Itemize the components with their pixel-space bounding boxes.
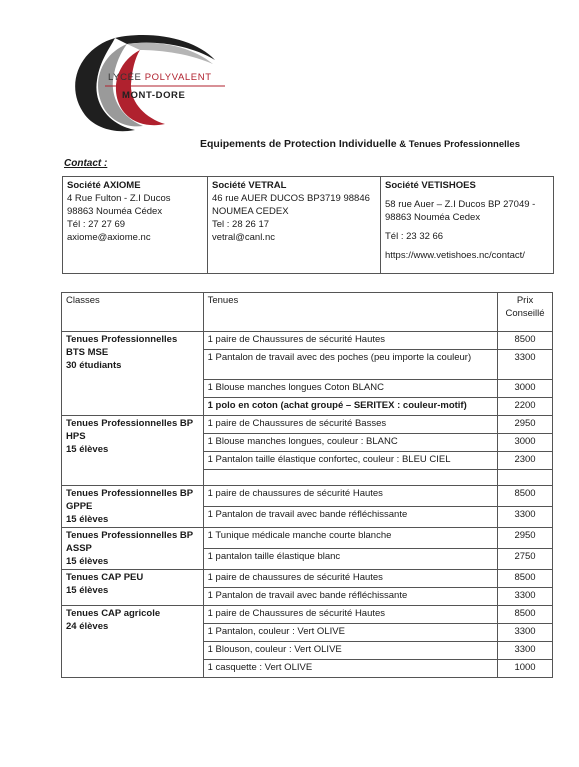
tenue-cell: 1 Pantalon de travail avec des poches (peu importe la couleur) (203, 350, 497, 380)
tenue-cell: 1 Blouson, couleur : Vert OLIVE (203, 642, 497, 660)
table-row (62, 606, 553, 624)
class-cell: Tenues CAP PEU 15 élèves (62, 570, 204, 606)
tenue-cell: 1 paire de chaussures de sécurité Hautes (203, 570, 497, 588)
table-row (62, 528, 553, 549)
contacts-table (62, 176, 554, 274)
tenue-cell: 1 Pantalon de travail avec bande réfléchissante (203, 588, 497, 606)
table-row (62, 486, 553, 507)
price-cell (498, 470, 553, 486)
tenue-cell: 1 paire de Chaussures de sécurité Hautes (203, 606, 497, 624)
price-cell: 3300 (498, 350, 553, 380)
class-cell: Tenues Professionnelles BP HPS 15 élèves (62, 416, 204, 486)
header-classes: Classes (62, 293, 204, 332)
price-cell: 3300 (498, 624, 553, 642)
header-prix: Prix Conseillé (498, 293, 553, 332)
contact-vetishoes: Société VETISHOES 58 rue Auer – Z.I Ducos BP 27049 - 98863 Nouméa Cedex Tél : 23 32 66 https://www.vetishoes.nc/contact/ (381, 177, 554, 274)
tenue-cell: 1 Pantalon taille élastique confortec, couleur : BLEU CIEL (203, 452, 497, 470)
class-cell: Tenues CAP agricole 24 élèves (62, 606, 204, 678)
price-cell: 2950 (498, 416, 553, 434)
logo-text-line1: LYCÉE POLYVALENT (108, 72, 212, 83)
logo-text-line2: MONT-DORE (122, 90, 186, 101)
tenue-cell: 1 Blouse manches longues, couleur : BLANC (203, 434, 497, 452)
price-cell: 2200 (498, 398, 553, 416)
tenue-cell: 1 paire de Chaussures de sécurité Basses (203, 416, 497, 434)
table-header-row (62, 293, 553, 332)
class-cell: Tenues Professionnelles BP GPPE 15 élèves (62, 486, 204, 528)
tenue-cell: 1 Pantalon, couleur : Vert OLIVE (203, 624, 497, 642)
email-link[interactable]: axiome@axiome.nc (67, 232, 151, 243)
tenue-cell: 1 paire de chaussures de sécurité Hautes (203, 486, 497, 507)
price-cell: 1000 (498, 660, 553, 678)
price-cell: 3300 (498, 642, 553, 660)
equipment-table (61, 292, 553, 678)
website-link[interactable]: https://www.vetishoes.nc/contact/ (385, 250, 525, 261)
price-cell: 2300 (498, 452, 553, 470)
contact-label: Contact : (64, 158, 108, 169)
price-cell: 3300 (498, 588, 553, 606)
table-row (62, 416, 553, 434)
document-title: Equipements de Protection Individuelle & Tenues Professionnelles (200, 138, 520, 150)
class-cell: Tenues Professionnelles BTS MSE 30 étudiants (62, 332, 204, 416)
class-cell: Tenues Professionnelles BP ASSP 15 élèves (62, 528, 204, 570)
email-link[interactable]: vetral@canl.nc (212, 232, 275, 243)
tenue-cell (203, 470, 497, 486)
tenue-cell: 1 Pantalon de travail avec bande réfléchissante (203, 507, 497, 528)
tenue-cell: 1 Tunique médicale manche courte blanche (203, 528, 497, 549)
price-cell: 3300 (498, 507, 553, 528)
price-cell: 3000 (498, 434, 553, 452)
price-cell: 8500 (498, 332, 553, 350)
tenue-cell: 1 Blouse manches longues Coton BLANC (203, 380, 497, 398)
tenue-cell: 1 pantalon taille élastique blanc (203, 549, 497, 570)
contact-axiome: Société AXIOME 4 Rue Fulton - Z.I Ducos 98863 Nouméa Cédex Tél : 27 27 69 axiome@axiome.nc (63, 177, 208, 274)
contact-vetral: Société VETRAL 46 rue AUER DUCOS BP3719 98846 NOUMEA CEDEX Tel : 28 26 17 vetral@canl.nc (208, 177, 381, 274)
price-cell: 8500 (498, 606, 553, 624)
price-cell: 8500 (498, 570, 553, 588)
tenue-cell: 1 paire de Chaussures de sécurité Hautes (203, 332, 497, 350)
table-row (62, 570, 553, 588)
price-cell: 8500 (498, 486, 553, 507)
price-cell: 3000 (498, 380, 553, 398)
table-row (62, 332, 553, 350)
tenue-cell: 1 polo en coton (achat groupé – SERITEX : couleur-motif) (203, 398, 497, 416)
price-cell: 2950 (498, 528, 553, 549)
header-tenues: Tenues (203, 293, 497, 332)
price-cell: 2750 (498, 549, 553, 570)
tenue-cell: 1 casquette : Vert OLIVE (203, 660, 497, 678)
